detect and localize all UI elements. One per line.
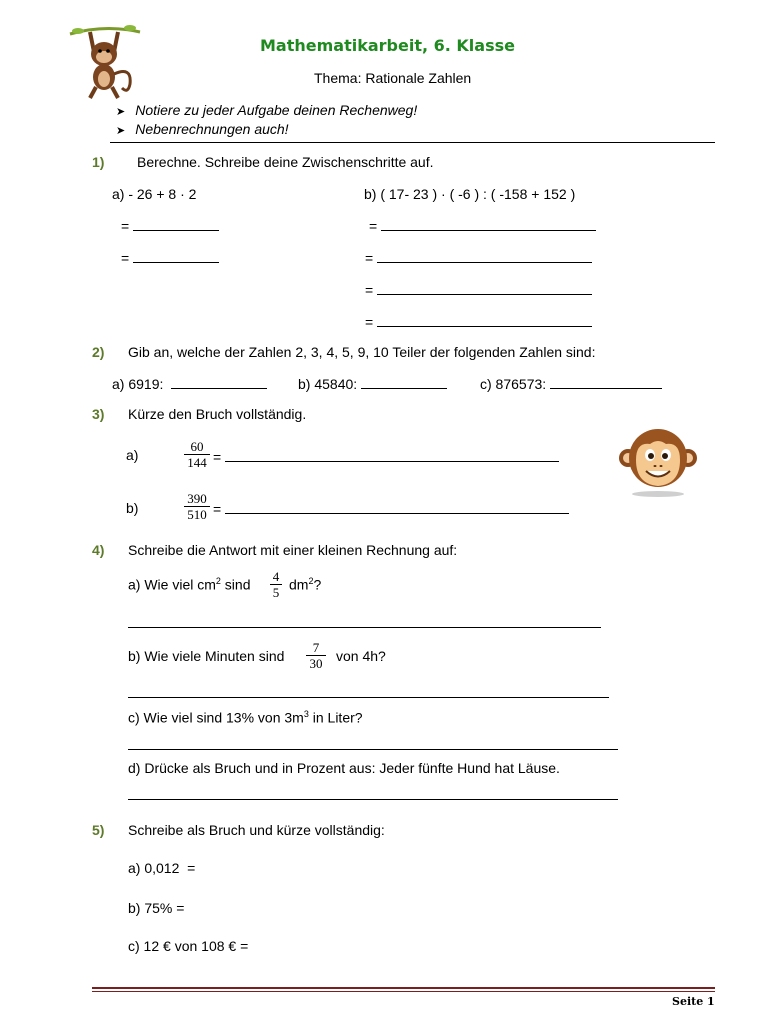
task1b-step4	[365, 314, 592, 330]
task2c-label: c) 876573:	[480, 376, 547, 392]
task4a-question	[128, 576, 251, 593]
answer-line[interactable]	[128, 799, 618, 800]
superscript: 3	[303, 709, 309, 719]
task1-instruction: Berechne. Schreibe deine Zwischenschritte auf.	[137, 154, 434, 170]
page-number: Seite 1	[672, 995, 715, 1008]
task5-instruction: Schreibe als Bruch und kürze vollständig:	[128, 822, 385, 838]
task1-number: 1)	[92, 154, 105, 170]
answer-blank[interactable]	[550, 376, 662, 389]
fraction-numerator: 7	[312, 640, 320, 655]
hanging-monkey-illustration	[68, 22, 142, 100]
task2a	[112, 376, 267, 392]
answer-blank[interactable]	[133, 250, 219, 263]
task2a-label: a) 6919:	[112, 376, 164, 392]
answer-blank[interactable]	[377, 314, 592, 327]
task4-instruction: Schreibe die Antwort mit einer kleinen Rechnung auf:	[128, 542, 458, 558]
equals-sign: =	[213, 501, 222, 517]
task2-instruction: Gib an, welche der Zahlen 2, 3, 4, 5, 9, 10 Teiler der folgenden Zahlen sind:	[128, 344, 596, 360]
fraction-numerator: 4	[272, 569, 280, 584]
task4a-text: ?	[313, 576, 322, 593]
footer-rule	[92, 987, 715, 989]
equals-sign: =	[369, 218, 378, 234]
superscript: 2	[215, 576, 221, 586]
task1a-expression: a) - 26 + 8 · 2	[112, 186, 197, 202]
task4a-text: a) Wie viel cm	[128, 576, 216, 593]
task5b: b) 75% =	[128, 900, 185, 916]
task5a: a) 0,012 =	[128, 860, 196, 876]
bullet-arrow-icon: ➤	[116, 106, 126, 118]
task4b-question: b) Wie viele Minuten sind	[128, 648, 285, 664]
task1a-step1	[121, 218, 219, 234]
fraction-denominator: 144	[187, 455, 207, 470]
equals-sign: =	[213, 449, 222, 465]
answer-blank[interactable]	[377, 250, 592, 263]
superscript: 2	[308, 576, 314, 586]
equals-sign: =	[121, 250, 130, 266]
answer-blank[interactable]	[225, 449, 559, 462]
equals-sign: =	[365, 282, 374, 298]
equals-sign: =	[365, 314, 374, 330]
bullet-item	[116, 102, 417, 118]
task3a-answer	[213, 449, 559, 465]
fraction-denominator: 510	[187, 507, 207, 522]
answer-blank[interactable]	[377, 282, 592, 295]
footer-rule	[92, 991, 715, 992]
answer-line[interactable]	[128, 697, 609, 698]
task4a-unit	[289, 576, 321, 593]
task1b-step1	[369, 218, 596, 234]
task5-number: 5)	[92, 822, 105, 838]
bullet-arrow-icon: ➤	[116, 125, 126, 137]
task4a-fraction	[270, 569, 282, 600]
task3-number: 3)	[92, 406, 105, 422]
task4b-fraction	[306, 640, 326, 671]
task1b-step2	[365, 250, 592, 266]
header-divider	[110, 142, 715, 143]
answer-blank[interactable]	[133, 218, 219, 231]
answer-blank[interactable]	[361, 376, 447, 389]
worksheet-title: Mathematikarbeit, 6. Klasse	[260, 36, 515, 55]
task4d-question: d) Drücke als Bruch und in Prozent aus: Jeder fünfte Hund hat Läuse.	[128, 760, 560, 776]
answer-line[interactable]	[128, 627, 601, 628]
equals-sign: =	[365, 250, 374, 266]
monkey-face-illustration	[618, 424, 698, 498]
task3a-label: a)	[126, 447, 139, 463]
task3a-fraction	[184, 439, 210, 470]
task2b-label: b) 45840:	[298, 376, 358, 392]
answer-blank[interactable]	[225, 501, 569, 514]
task4b-question-end: von 4h?	[336, 648, 386, 664]
task2c	[480, 376, 662, 392]
fraction-denominator: 30	[309, 656, 323, 671]
task4a-text: sind	[220, 576, 251, 593]
equals-sign: =	[121, 218, 130, 234]
bullet-item	[116, 121, 289, 137]
task3b-answer	[213, 501, 569, 517]
task3-instruction: Kürze den Bruch vollständig.	[128, 406, 307, 422]
task1b-step3	[365, 282, 592, 298]
task1a-step2	[121, 250, 219, 266]
task3b-label: b)	[126, 500, 139, 516]
task4c-question	[128, 709, 363, 726]
task5c: c) 12 € von 108 € =	[128, 938, 249, 954]
answer-line[interactable]	[128, 749, 618, 750]
task1b-expression: b) ( 17- 23 ) · ( -6 ) : ( -158 + 152 )	[364, 186, 576, 202]
answer-blank[interactable]	[381, 218, 596, 231]
task4c-text: c) Wie viel sind 13% von 3m	[128, 709, 304, 726]
fraction-numerator: 390	[187, 491, 207, 506]
task4c-text: in Liter?	[308, 709, 363, 726]
task2b	[298, 376, 447, 392]
worksheet-topic: Thema: Rationale Zahlen	[314, 70, 472, 86]
bullet-text: Nebenrechnungen auch!	[135, 121, 289, 137]
task3b-fraction	[184, 491, 210, 522]
task4a-text: dm	[289, 576, 309, 593]
fraction-numerator: 60	[190, 439, 204, 454]
task4-number: 4)	[92, 542, 105, 558]
task2-number: 2)	[92, 344, 105, 360]
fraction-denominator: 5	[272, 585, 280, 600]
bullet-text: Notiere zu jeder Aufgabe deinen Rechenweg!	[135, 102, 418, 118]
answer-blank[interactable]	[171, 376, 267, 389]
